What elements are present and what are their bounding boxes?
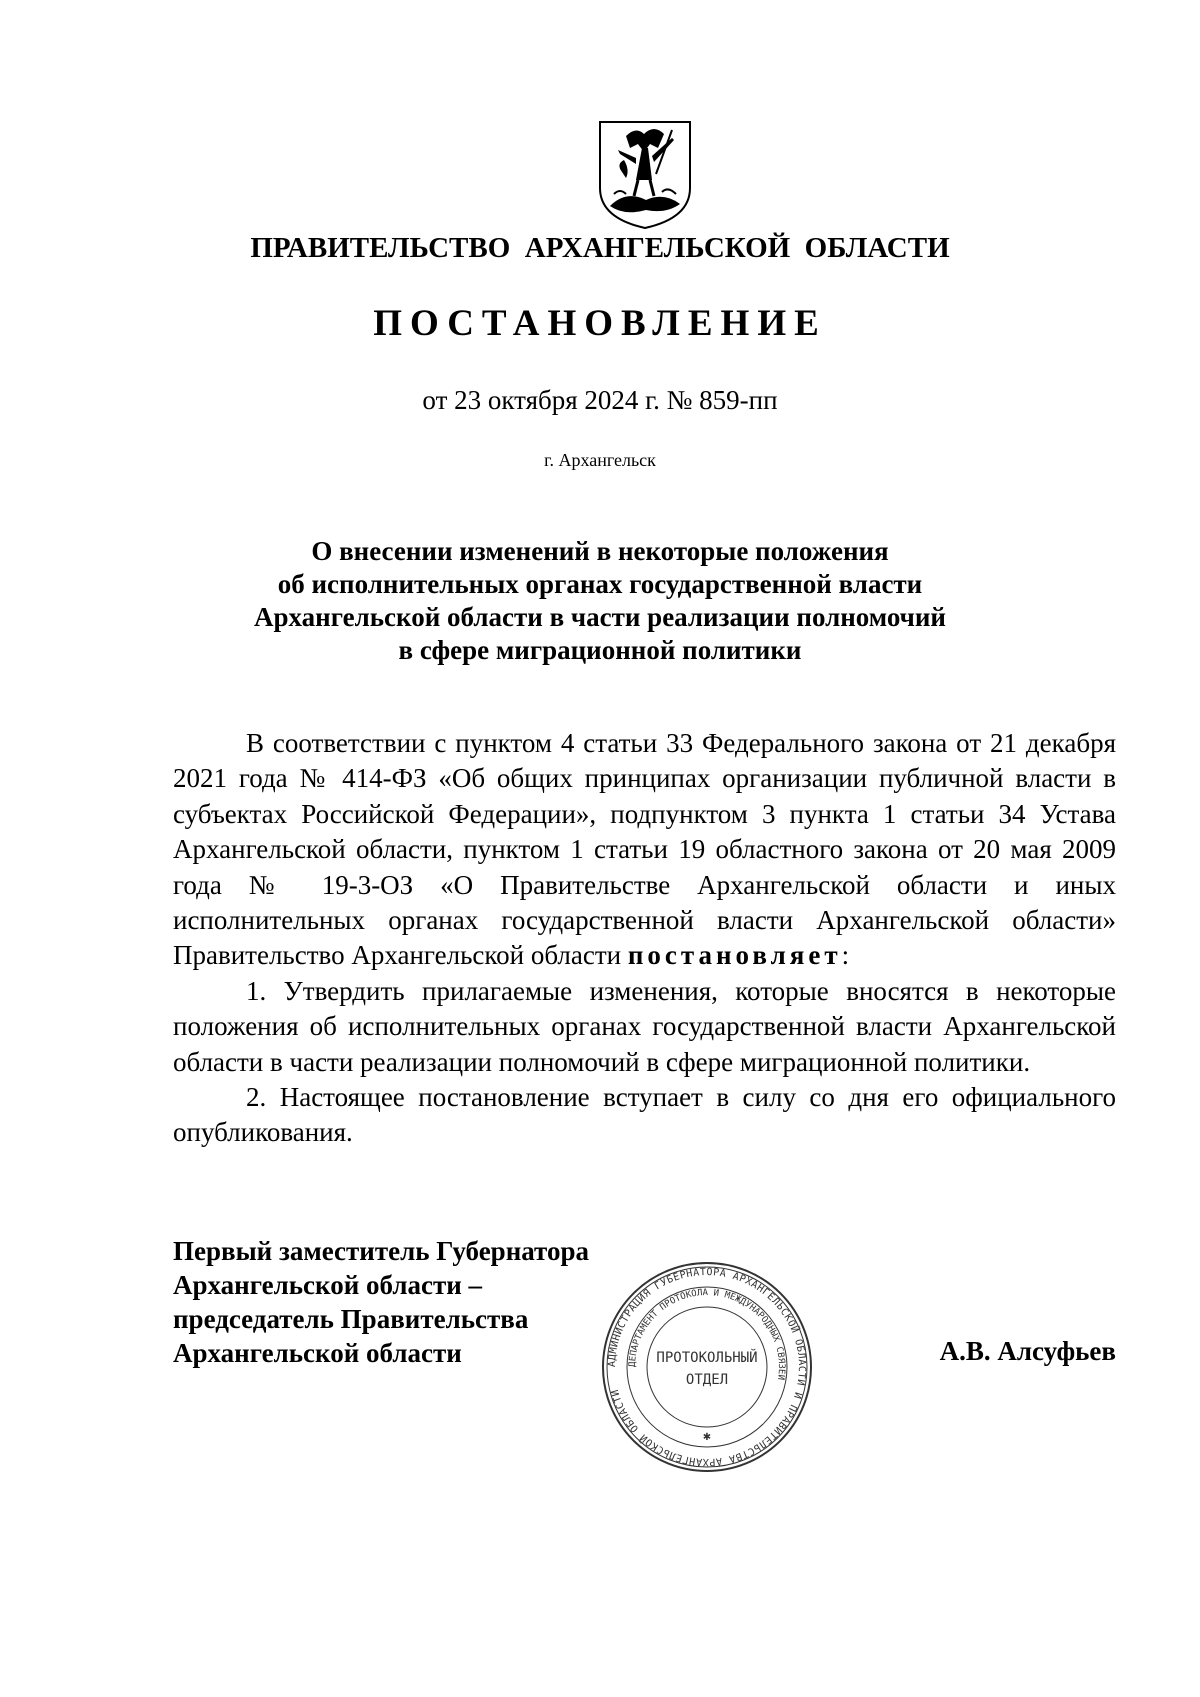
stamp-center-line-1: ПРОТОКОЛЬНЫЙ [656, 1350, 758, 1366]
document-body [173, 726, 1116, 1151]
signer-position-line: председатель Правительства [173, 1304, 529, 1334]
decree-word: постановляет [627, 940, 842, 971]
item-2-paragraph: 2. Настоящее постановление вступает в силу со дня его официального опубликования. [173, 1082, 1116, 1148]
signer-position-line: Архангельской области [173, 1338, 462, 1368]
stamp-outer-text: АДМИНИСТРАЦИЯ ГУБЕРНАТОРА АРХАНГЕЛЬСКОЙ ОБЛАСТИ И ПРАВИТЕЛЬСТВА АРХАНГЕЛЬСКОЙ ОБЛАСТИ [606, 1266, 808, 1468]
signer-position-line: Архангельской области – [173, 1270, 483, 1300]
preamble-paragraph [173, 726, 1116, 974]
signer-position [173, 1234, 589, 1370]
preamble-text: В соответствии с пунктом 4 статьи 33 Федерального закона от 21 декабря 2021 года № 414-ФЗ «Об общих принципах организации публичной власти в субъектах Российской Федерации», подпунктом 3 пункта 1 статьи 34 Устава Архангельской области, пунктом 1 статьи 19 областного закона от 20 мая 2009 года № 19-3-ОЗ «О Правительстве Архангельской области и иных исполнительных органах государственной власти Архангельской области» Правительство Архангельской области [173, 728, 1116, 971]
official-stamp [600, 1260, 814, 1474]
signer-position-line: Первый заместитель Губернатора [173, 1236, 589, 1266]
title-line: Архангельской области в части реализации полномочий [254, 602, 946, 632]
stamp-inner-text: ДЕПАРТАМЕНТ ПРОТОКОЛА И МЕЖДУНАРОДНЫХ СВЯЗЕЙ [627, 1287, 787, 1381]
decree-colon: : [841, 940, 850, 971]
document-type-heading: ПОСТАНОВЛЕНИЕ [373, 303, 827, 344]
stamp-star-icon: ✱ [702, 1432, 712, 1443]
city-label: г. Архангельск [544, 450, 656, 470]
title-line: в сфере миграционной политики [398, 635, 802, 665]
title-line: об исполнительных органах государственной власти [277, 569, 923, 599]
date-and-number: от 23 октября 2024 г. № 859-пп [422, 385, 778, 415]
svg-text:ДЕПАРТАМЕНТ ПРОТОКОЛА И МЕЖДУН [628, 1288, 788, 1381]
document-title [0, 535, 1200, 667]
organization-heading: ПРАВИТЕЛЬСТВО АРХАНГЕЛЬСКОЙ ОБЛАСТИ [250, 232, 950, 264]
stamp-center-line-2: ОТДЕЛ [685, 1372, 729, 1388]
signer-name: А.В. Алсуфьев [939, 1336, 1116, 1366]
item-1-paragraph: 1. Утвердить прилагаемые изменения, которые вносятся в некоторые положения об исполнительных органах государственной власти Архангельской области в части реализации полномочий в сфере миграционной политики. [173, 975, 1116, 1077]
title-line: О внесении изменений в некоторые положения [311, 536, 889, 566]
coat-of-arms-icon [596, 118, 694, 230]
